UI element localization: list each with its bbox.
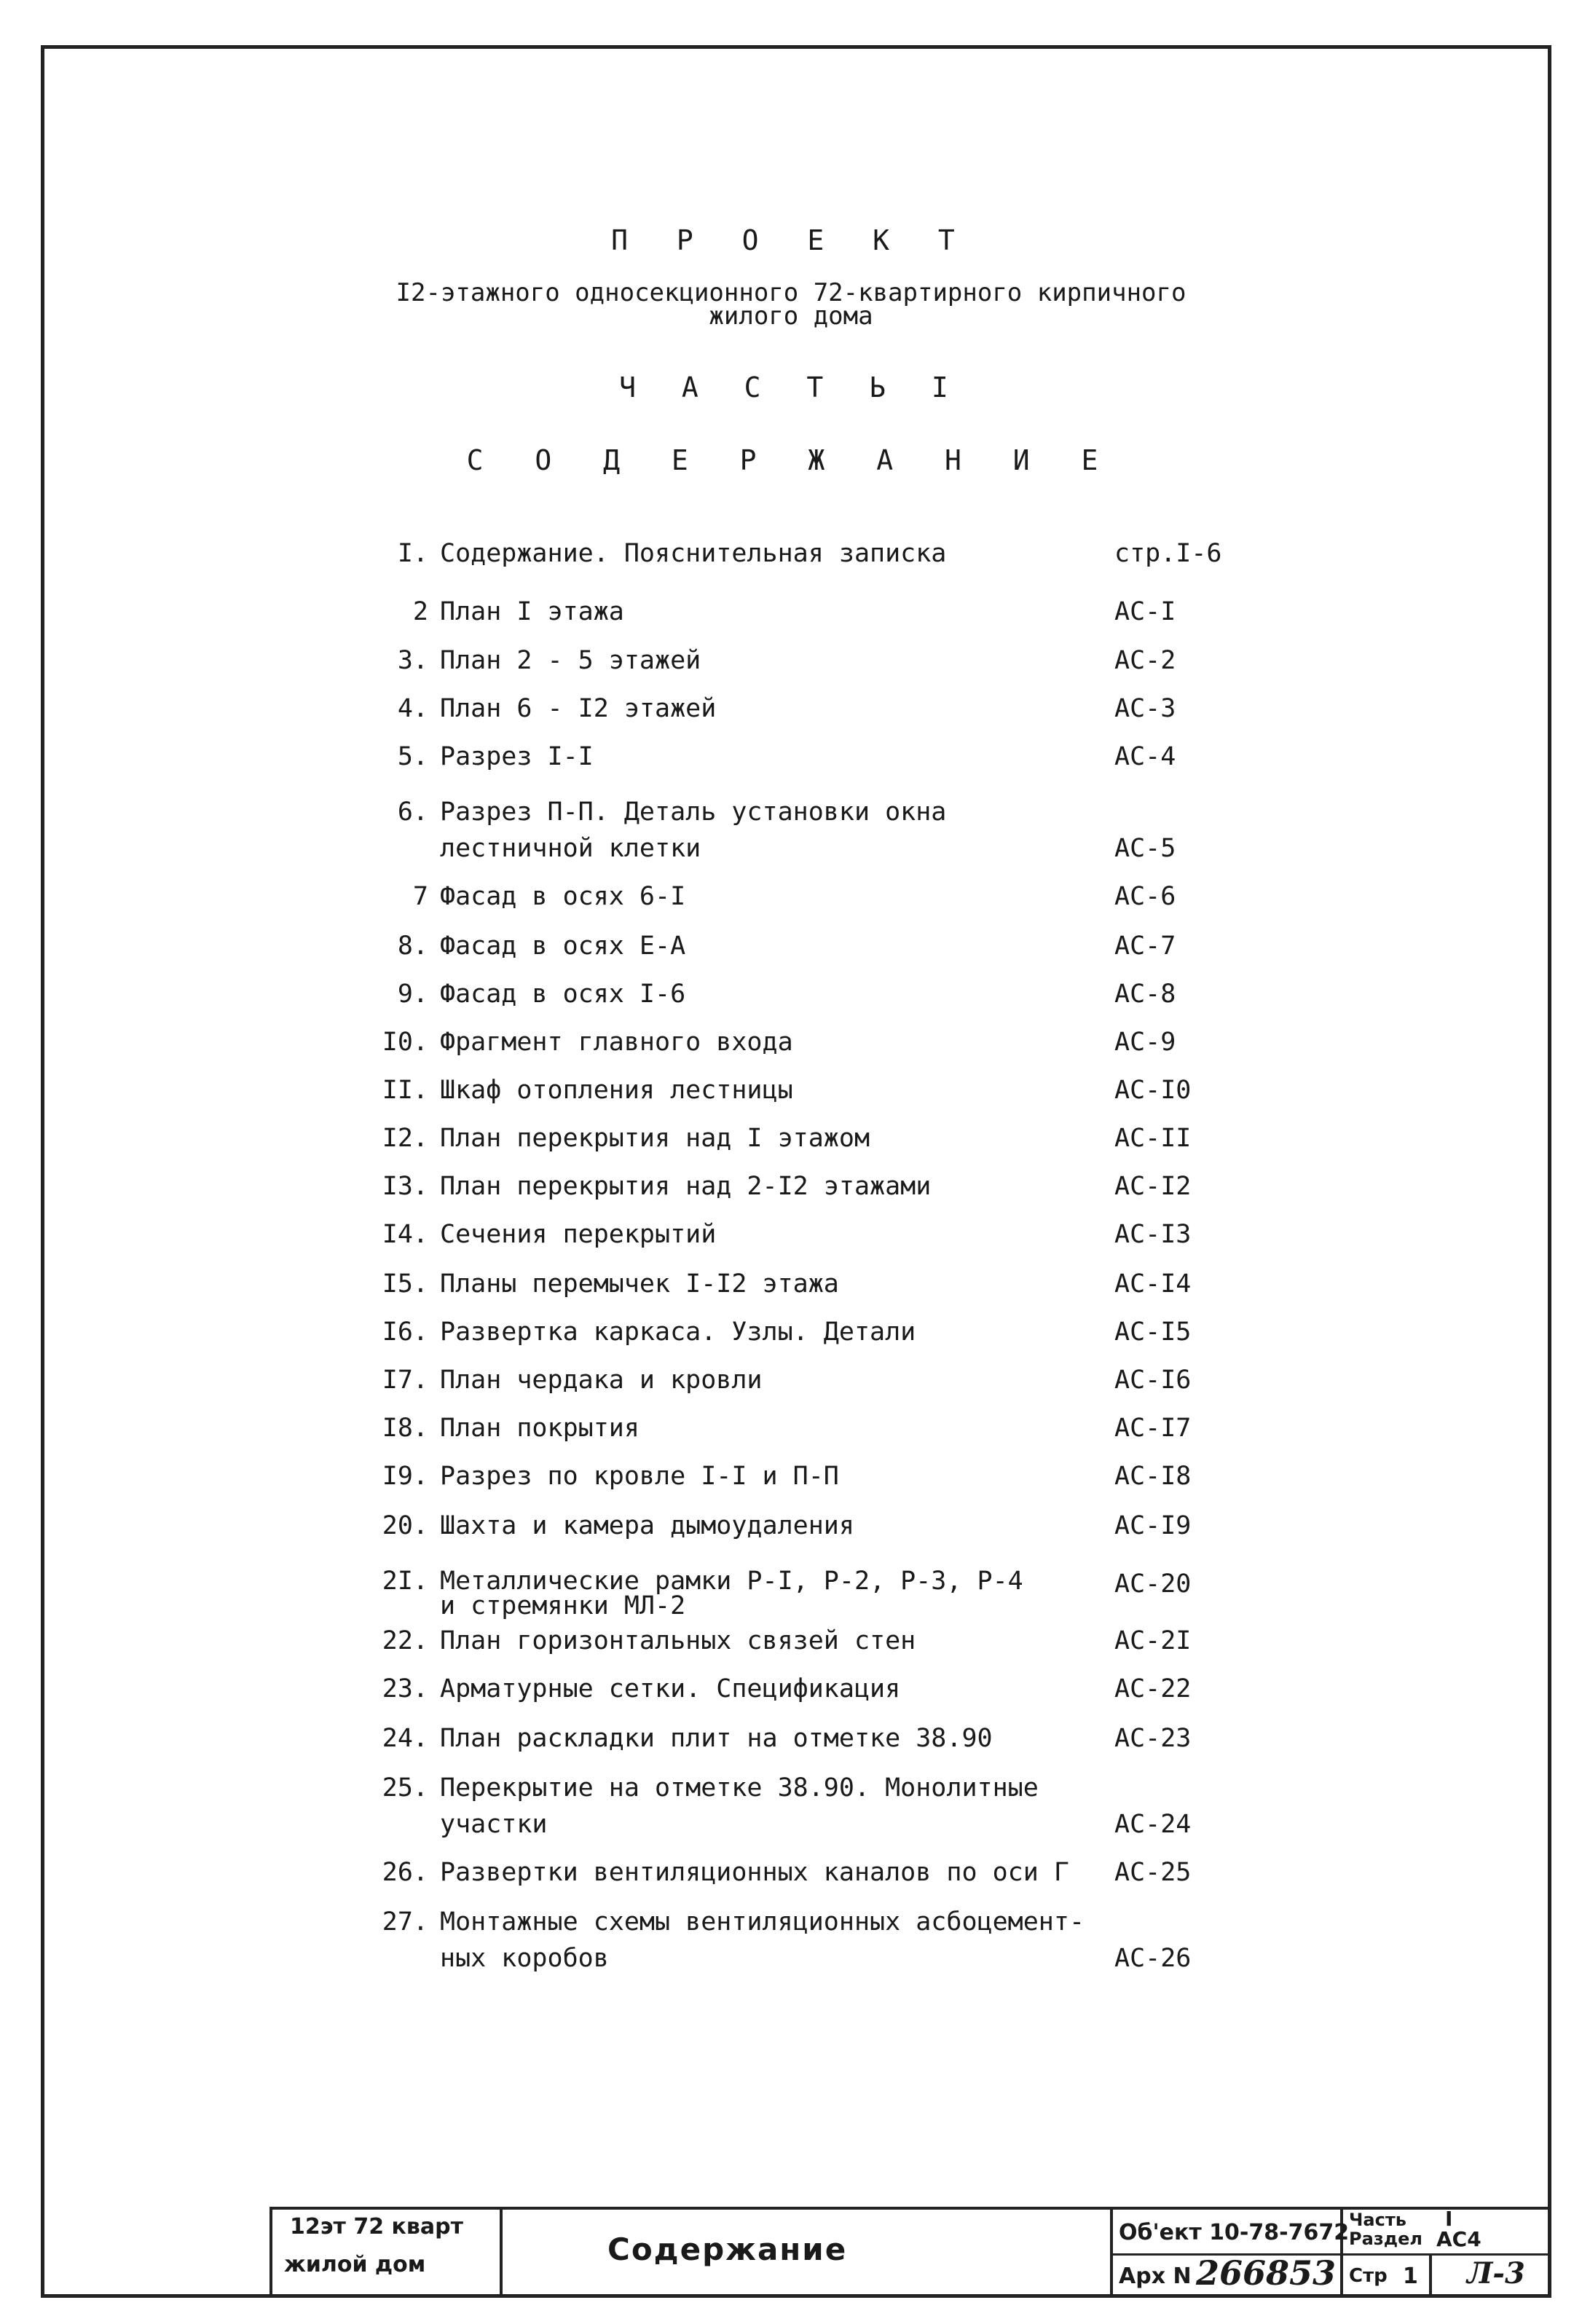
- toc-item-number: 5.: [397, 742, 428, 771]
- toc-item-number: I8.: [382, 1414, 428, 1443]
- stamp-archive-label: Арх N: [1119, 2264, 1192, 2289]
- toc-item-number: I3.: [382, 1172, 428, 1201]
- toc-item-number: I0.: [382, 1028, 428, 1057]
- stamp-section-label: Раздел: [1349, 2229, 1422, 2249]
- toc-item-sheet: АС-I4: [1114, 1269, 1192, 1299]
- toc-item-number: 2I.: [382, 1567, 428, 1596]
- stamp-building-line1: 12эт 72 кварт: [290, 2214, 464, 2240]
- title-block-stamp: [269, 2207, 1551, 2297]
- toc-item-sheet: АС-I9: [1114, 1511, 1192, 1540]
- stamp-building-line2: жилой дом: [284, 2252, 426, 2277]
- stamp-section-value: АС4: [1436, 2227, 1481, 2251]
- part-heading: Ч А С Т Ь I: [619, 371, 963, 403]
- toc-item-number: 8.: [397, 931, 428, 961]
- toc-item-title: Разрез I-I: [440, 742, 594, 771]
- toc-item-title: Развертка каркаса. Узлы. Детали: [440, 1317, 916, 1347]
- toc-item-title: Содержание. Пояснительная записка: [440, 539, 947, 568]
- toc-item-title: Фасад в осях Е-А: [440, 931, 686, 961]
- toc-item-title: План 6 - I2 этажей: [440, 694, 717, 723]
- toc-item-sheet: АС-26: [1114, 1944, 1192, 1973]
- toc-item-number: 9.: [397, 980, 428, 1009]
- toc-item-number: I4.: [382, 1220, 428, 1249]
- toc-item-sheet: АС-7: [1114, 931, 1176, 961]
- toc-item-title: Планы перемычек I-I2 этажа: [440, 1269, 839, 1299]
- toc-item-sheet: АС-24: [1114, 1810, 1192, 1839]
- toc-item-number: I.: [397, 539, 428, 568]
- toc-item-sheet: АС-4: [1114, 742, 1176, 771]
- toc-item-sheet: АС-6: [1114, 882, 1176, 911]
- toc-item-number: 27.: [382, 1907, 428, 1937]
- toc-item-number: 25.: [382, 1773, 428, 1803]
- toc-item-title: Перекрытие на отметке 38.90. Монолитные участки: [440, 1773, 1039, 1839]
- toc-item-title: План I этажа: [440, 597, 624, 626]
- toc-item-sheet: АС-II: [1114, 1124, 1192, 1153]
- toc-item-sheet: АС-8: [1114, 980, 1176, 1009]
- stamp-page-label: Стр: [1349, 2265, 1388, 2287]
- toc-item-sheet: АС-23: [1114, 1724, 1192, 1753]
- toc-item-sheet: АС-25: [1114, 1858, 1192, 1887]
- toc-item-number: I6.: [382, 1317, 428, 1347]
- toc-item-title: Сечения перекрытий: [440, 1220, 717, 1249]
- stamp-archive-number: 266853: [1196, 2253, 1337, 2293]
- toc-item-title: Фасад в осях 6-I: [440, 882, 686, 911]
- toc-item-number: II.: [382, 1076, 428, 1105]
- toc-item-sheet: АС-I0: [1114, 1076, 1192, 1105]
- toc-item-title: Металлические рамки Р-I, Р-2, Р-3, Р-4 и стремянки МЛ-2: [440, 1567, 1023, 1620]
- toc-item-number: 6.: [397, 797, 428, 827]
- toc-item-sheet: АС-2I: [1114, 1626, 1192, 1655]
- toc-item-sheet: АС-I2: [1114, 1172, 1192, 1201]
- toc-item-title: План перекрытия над 2-I2 этажами: [440, 1172, 932, 1201]
- toc-item-title: Разрез П-П. Деталь установки окна лестничной клетки: [440, 797, 947, 863]
- toc-item-sheet: АС-9: [1114, 1028, 1176, 1057]
- toc-item-sheet: АС-22: [1114, 1674, 1192, 1703]
- toc-item-number: 24.: [382, 1724, 428, 1753]
- toc-item-title: План перекрытия над I этажом: [440, 1124, 870, 1153]
- toc-item-title: План раскладки плит на отметке 38.90: [440, 1724, 993, 1753]
- toc-item-sheet: АС-I7: [1114, 1414, 1192, 1443]
- stamp-part-label: Часть: [1349, 2210, 1406, 2230]
- document-title: П Р О Е К Т: [611, 224, 971, 256]
- toc-item-number: I9.: [382, 1462, 428, 1491]
- toc-item-title: Фрагмент главного входа: [440, 1028, 793, 1057]
- document-subtitle-line1: I2-этажного односекционного 72-квартирного кирпичного: [396, 278, 1186, 307]
- toc-item-title: Шкаф отопления лестницы: [440, 1076, 793, 1105]
- toc-item-sheet: АС-5: [1114, 834, 1176, 863]
- toc-item-title: План 2 - 5 этажей: [440, 646, 701, 675]
- toc-item-title: Монтажные схемы вентиляционных асбоцемент- ных коробов: [440, 1907, 1085, 1973]
- stamp-page-value: 1: [1403, 2264, 1418, 2289]
- stamp-part-value: I: [1445, 2207, 1453, 2231]
- toc-item-number: I5.: [382, 1269, 428, 1299]
- toc-item-number: I2.: [382, 1124, 428, 1153]
- toc-item-sheet: АС-20: [1114, 1569, 1192, 1599]
- toc-item-number: 7: [412, 882, 428, 911]
- stamp-object-code: Об'ект 10-78-7672: [1119, 2220, 1350, 2245]
- stamp-doc-title: Содержание: [607, 2232, 848, 2267]
- toc-item-title: Шахта и камера дымоудаления: [440, 1511, 854, 1540]
- toc-item-sheet: АС-2: [1114, 646, 1176, 675]
- toc-item-number: 3.: [397, 646, 428, 675]
- toc-item-number: 4.: [397, 694, 428, 723]
- toc-item-title: Фасад в осях I-6: [440, 980, 686, 1009]
- toc-item-title: Разрез по кровле I-I и П-П: [440, 1462, 839, 1491]
- toc-item-sheet: АС-I3: [1114, 1220, 1192, 1249]
- document-subtitle-line2: жилого дома: [709, 302, 873, 331]
- toc-item-number: 22.: [382, 1626, 428, 1655]
- toc-item-sheet: АС-I5: [1114, 1317, 1192, 1347]
- stamp-sheet-number: Л-3: [1467, 2256, 1525, 2290]
- toc-item-sheet: АС-3: [1114, 694, 1176, 723]
- toc-item-sheet: АС-I: [1114, 597, 1176, 626]
- toc-item-number: 23.: [382, 1674, 428, 1703]
- toc-item-title: План чердака и кровли: [440, 1366, 763, 1395]
- toc-item-sheet: АС-I6: [1114, 1366, 1192, 1395]
- toc-item-number: 26.: [382, 1858, 428, 1887]
- toc-item-number: 2: [412, 597, 428, 626]
- toc-item-sheet: АС-I8: [1114, 1462, 1192, 1491]
- toc-item-title: Арматурные сетки. Спецификация: [440, 1674, 901, 1703]
- toc-item-number: 20.: [382, 1511, 428, 1540]
- toc-item-title: План покрытия: [440, 1414, 640, 1443]
- toc-item-sheet: стр.I-6: [1114, 539, 1222, 568]
- toc-item-title: План горизонтальных связей стен: [440, 1626, 916, 1655]
- toc-item-title: Развертки вентиляционных каналов по оси Г: [440, 1858, 1069, 1887]
- toc-item-number: I7.: [382, 1366, 428, 1395]
- contents-heading: С О Д Е Р Ж А Н И Е: [466, 444, 1116, 476]
